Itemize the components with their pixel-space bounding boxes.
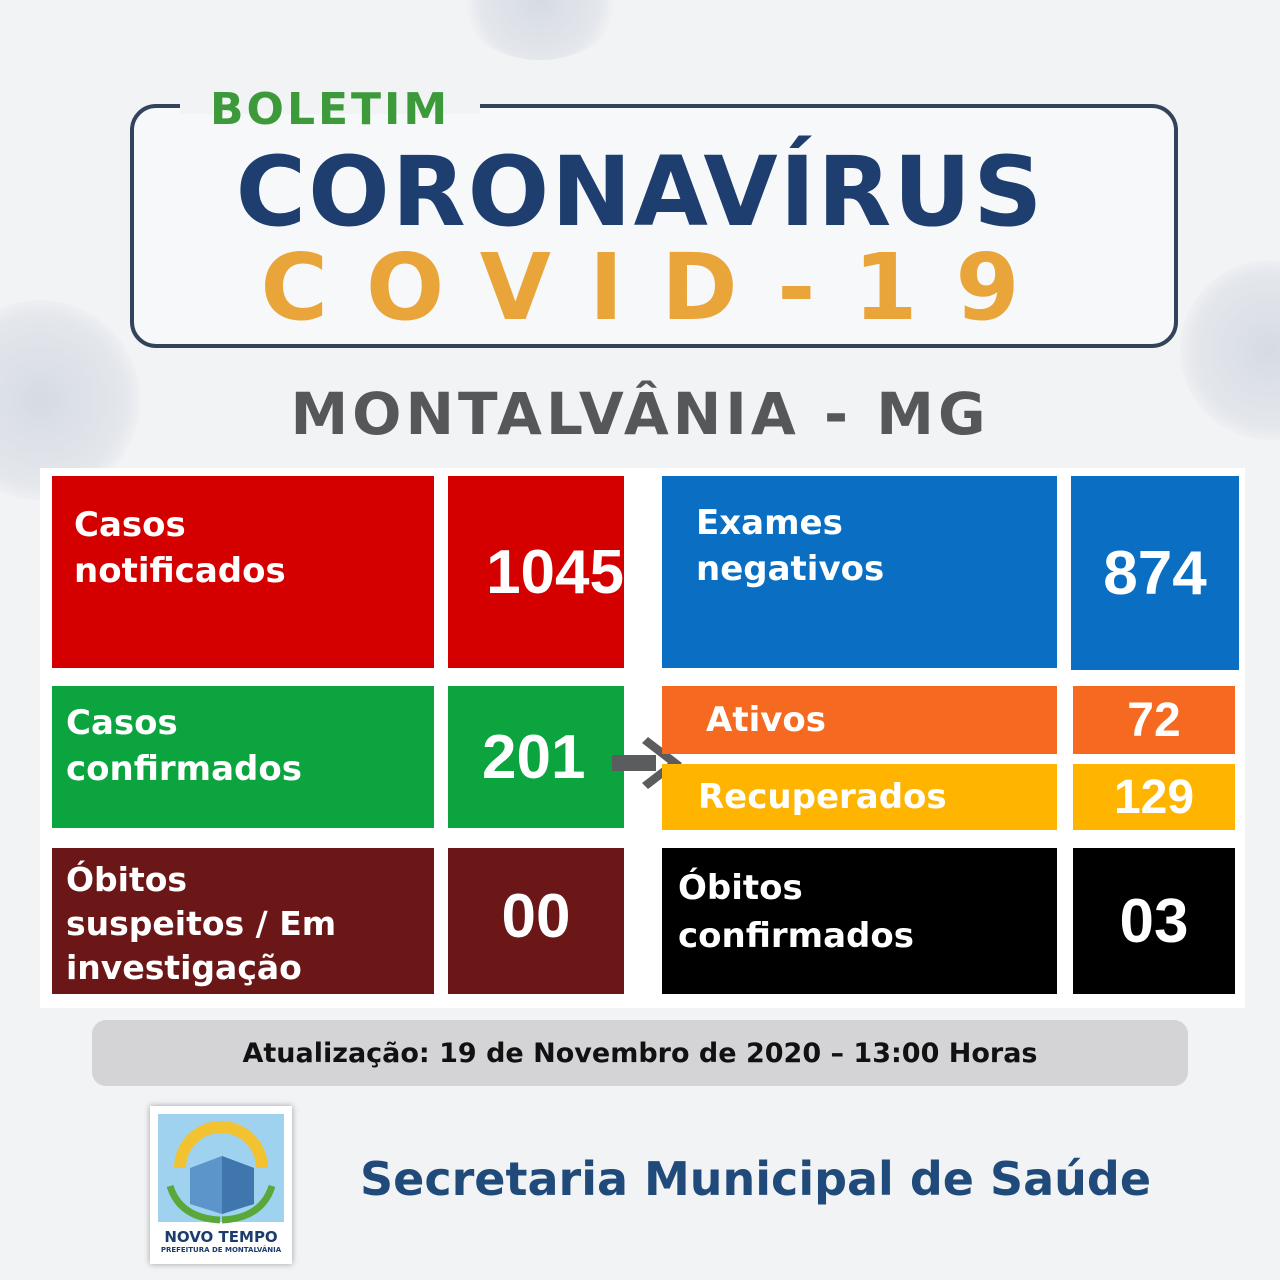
confirmados-value: 201 <box>448 686 624 828</box>
notificados-label: Casos notificados <box>52 476 434 668</box>
update-bar <box>92 1020 1188 1086</box>
boletim-title: BOLETIM <box>210 84 451 135</box>
novo-tempo-logo <box>150 1106 292 1264</box>
covid-title: COVID-19 <box>260 234 1058 341</box>
obitos-confirmados-value: 03 <box>1073 848 1235 994</box>
ativos-value: 72 <box>1073 686 1235 754</box>
recuperados-value: 129 <box>1073 764 1235 830</box>
obitos-suspeitos-value: 00 <box>448 848 624 994</box>
notificados-value: 1045 <box>448 476 624 668</box>
exames-negativos-label: Exames negativos <box>662 476 1057 668</box>
update-text: Atualização: 19 de Novembro de 2020 – 13:00 Horas <box>242 1037 1038 1069</box>
novo-tempo-logo-icon <box>150 1106 292 1226</box>
exames-negativos-value: 874 <box>1071 476 1239 670</box>
ativos-label: Ativos <box>662 686 1057 754</box>
city-title: MONTALVÂNIA - MG <box>290 380 990 448</box>
logo-name: NOVO TEMPO <box>164 1228 278 1246</box>
background-virus-decoration <box>460 0 620 60</box>
obitos-suspeitos-label: Óbitos suspeitos / Em investigação <box>52 848 434 994</box>
logo-subtitle: PREFEITURA DE MONTALVÂNIA <box>160 1246 282 1254</box>
confirmados-label: Casos confirmados <box>52 686 434 828</box>
coronavirus-title: CORONAVÍRUS <box>235 136 1045 248</box>
secretaria-title: Secretaria Municipal de Saúde <box>360 1152 1152 1206</box>
obitos-confirmados-label: Óbitos confirmados <box>662 848 1057 994</box>
recuperados-label: Recuperados <box>662 764 1057 830</box>
